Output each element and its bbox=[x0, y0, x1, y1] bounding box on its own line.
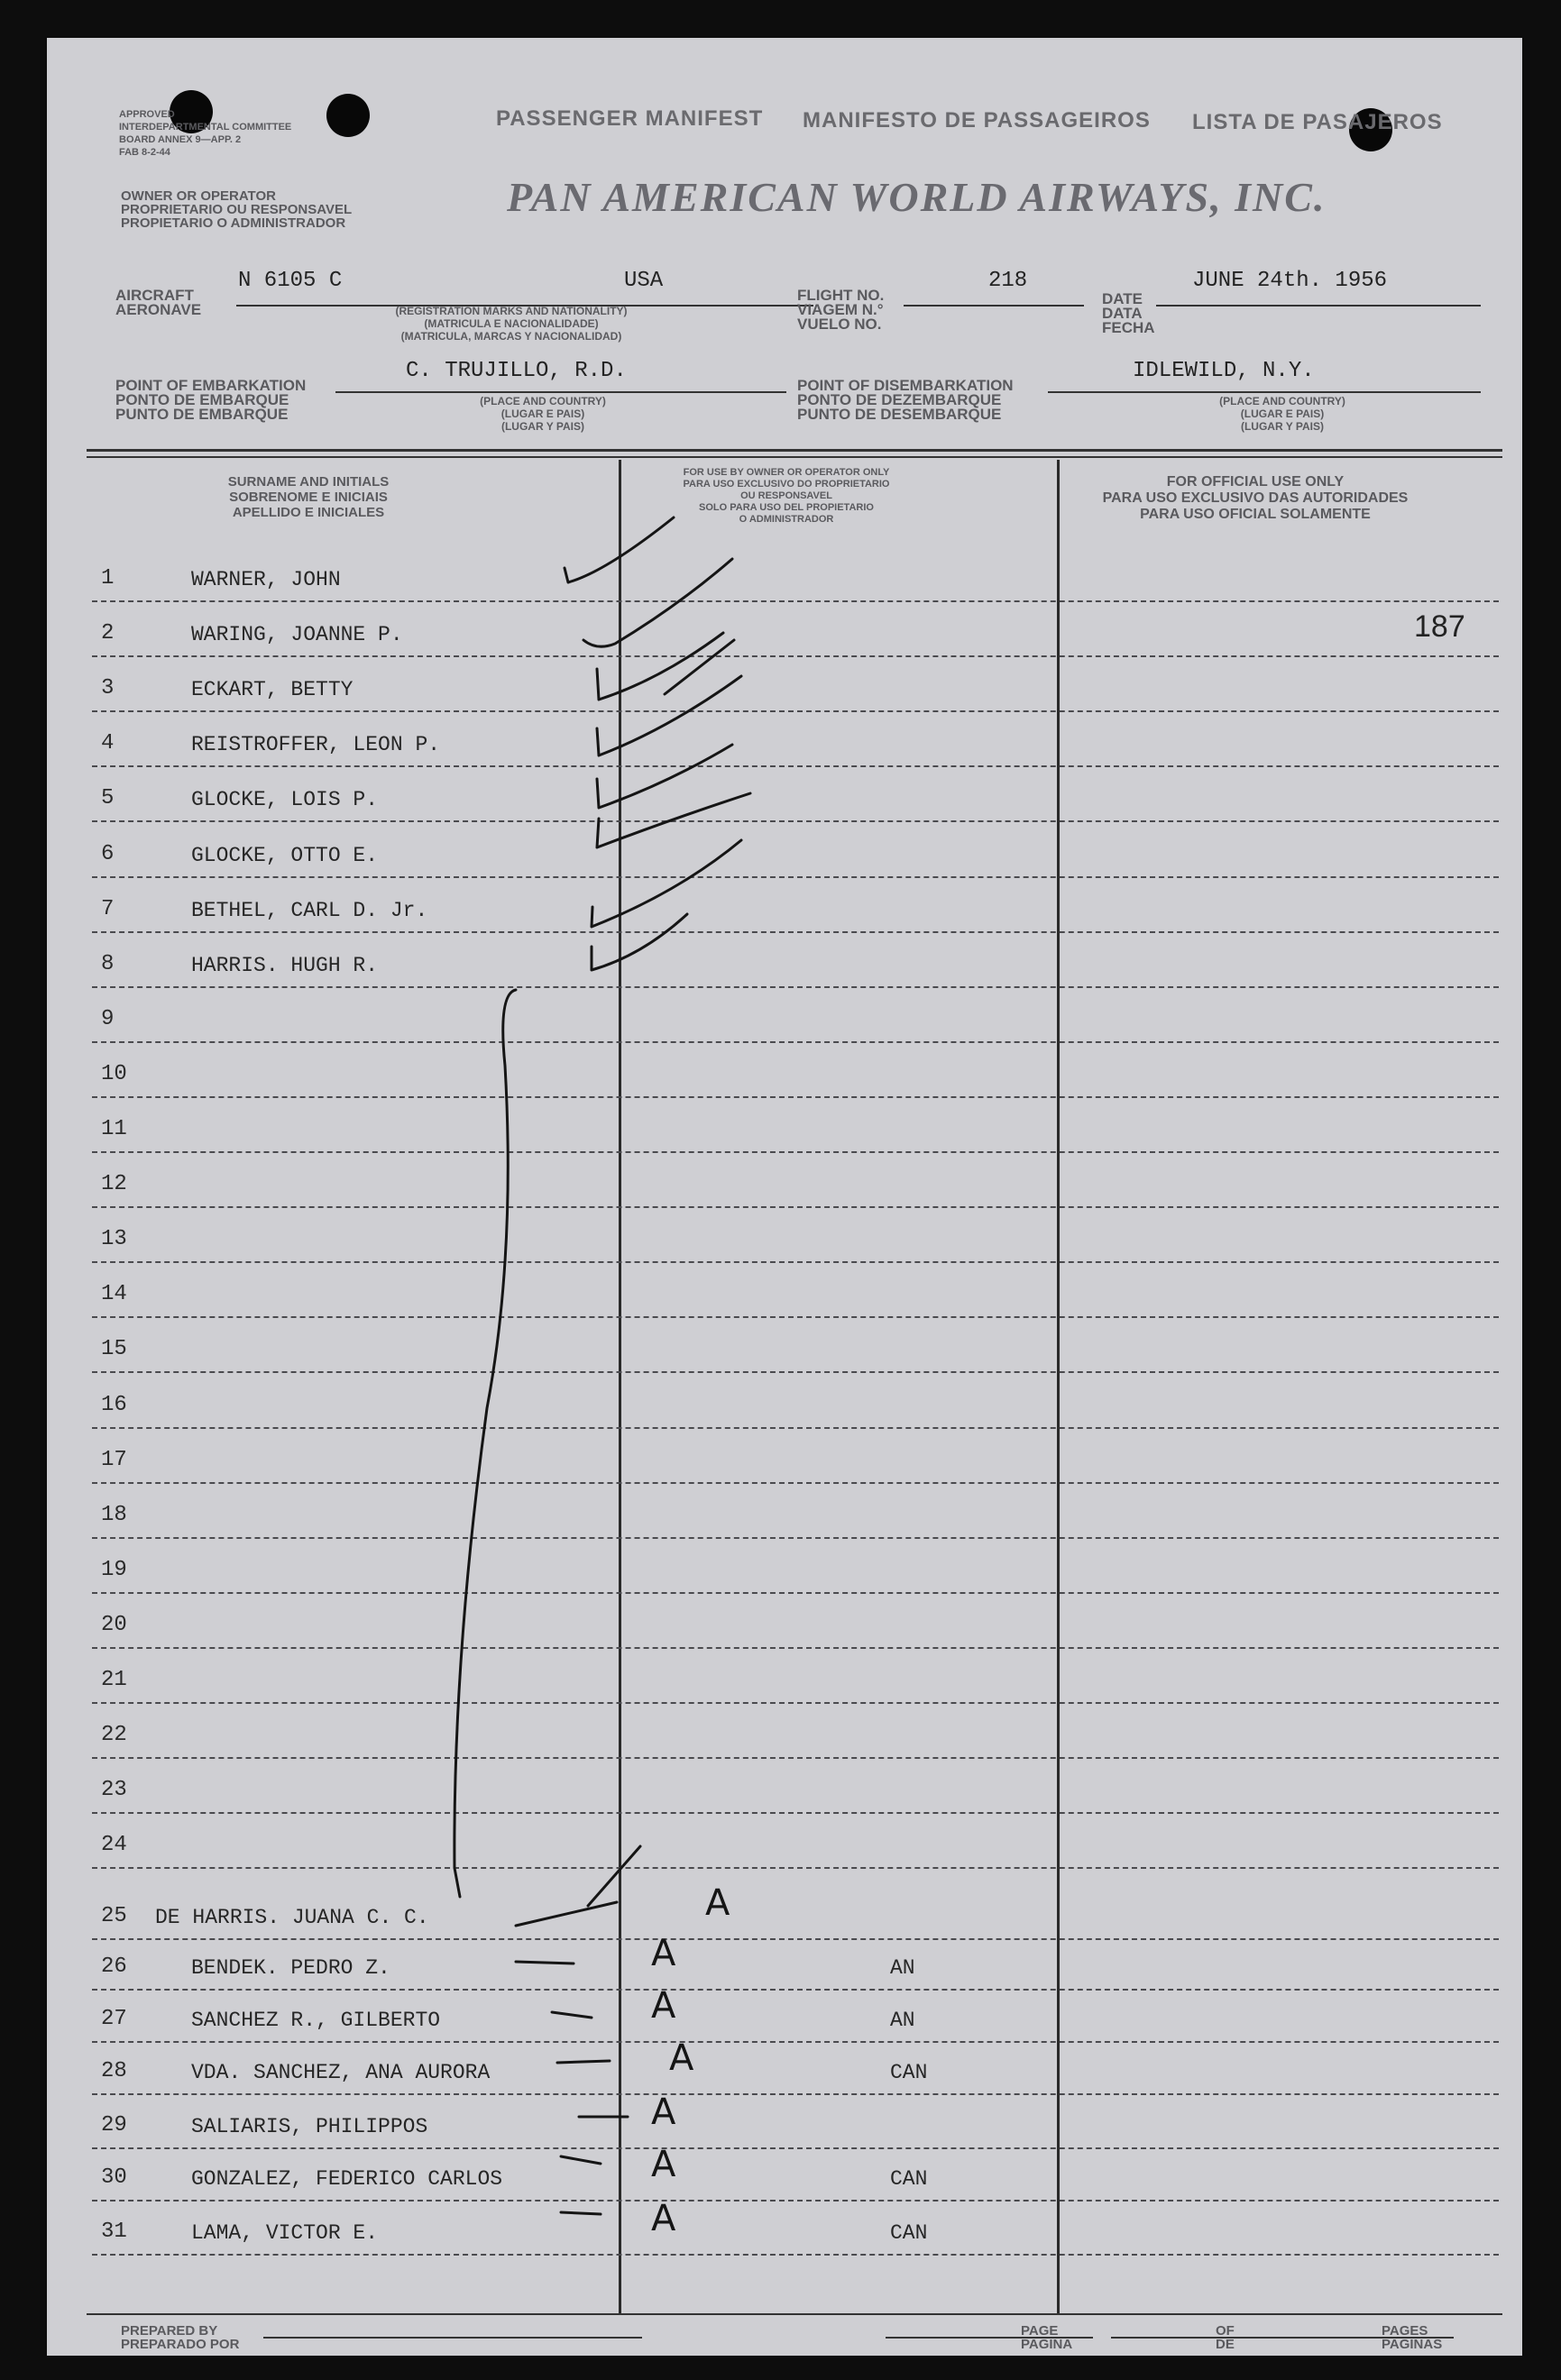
row-number: 1 bbox=[101, 566, 115, 590]
handwritten-a-mark: A bbox=[651, 2092, 676, 2133]
row-number: 24 bbox=[101, 1833, 127, 1858]
row-number: 30 bbox=[101, 2165, 127, 2190]
check-mark bbox=[592, 914, 687, 970]
title-pt: MANIFESTO DE PASSAGEIROS bbox=[803, 108, 1151, 133]
official-note: 187 bbox=[1414, 609, 1465, 644]
date-label: DATA bbox=[1102, 305, 1143, 322]
row-number: 6 bbox=[101, 841, 115, 866]
passenger-name: GLOCKE, OTTO E. bbox=[191, 843, 379, 867]
disembark-label: PUNTO DE DESEMBARQUE bbox=[797, 406, 1002, 423]
col-header-line: OU RESPONSAVEL bbox=[740, 490, 832, 501]
row-number: 2 bbox=[101, 621, 115, 646]
owner-label: PROPRIETARIO OU RESPONSAVEL bbox=[121, 202, 353, 217]
manifest-sheet bbox=[47, 38, 1522, 2356]
dash-mark bbox=[552, 2012, 592, 2018]
footer-pages bbox=[1382, 2324, 1442, 2351]
handwritten-a-mark: A bbox=[651, 1933, 676, 1974]
check-mark bbox=[583, 559, 732, 646]
embark-label: PUNTO DE EMBARQUE bbox=[115, 406, 289, 423]
passenger-name: SANCHEZ R., GILBERTO bbox=[191, 2009, 441, 2032]
passenger-name: REISTROFFER, LEON P. bbox=[191, 733, 441, 757]
footer-label: PREPARADO POR bbox=[121, 2337, 240, 2352]
passenger-nationality: CAN bbox=[890, 2221, 928, 2245]
row-number: 22 bbox=[101, 1723, 127, 1748]
handwritten-a-mark: A bbox=[651, 2144, 676, 2185]
approval-line: FAB 8-2-44 bbox=[119, 147, 170, 158]
row-number: 4 bbox=[101, 731, 115, 756]
embark-point: C. TRUJILLO, R.D. bbox=[406, 359, 627, 383]
disembark-sub-line: (LUGAR Y PAIS) bbox=[1240, 420, 1324, 433]
row-number: 15 bbox=[101, 1337, 127, 1362]
cancel-mark bbox=[516, 1846, 640, 1926]
row-number: 5 bbox=[101, 786, 115, 811]
footer-label: PAGES bbox=[1382, 2323, 1428, 2339]
passenger-nationality: AN bbox=[890, 1956, 915, 1980]
col-header-line: PARA USO EXCLUSIVO DO PROPRIETARIO bbox=[683, 479, 890, 490]
handwritten-a-mark: A bbox=[705, 1882, 730, 1924]
owner-label: OWNER OR OPERATOR bbox=[121, 188, 276, 204]
disembark-sub-line: (LUGAR E PAIS) bbox=[1240, 407, 1325, 420]
dash-mark bbox=[561, 2156, 601, 2164]
disembark-label: PONTO DE DEZEMBARQUE bbox=[797, 391, 1002, 408]
aircraft-label: AERONAVE bbox=[115, 301, 202, 318]
row-number: 9 bbox=[101, 1006, 115, 1031]
approval-line: INTERDEPARTMENTAL COMMITTEE bbox=[119, 122, 292, 133]
check-mark bbox=[597, 745, 732, 808]
row-number: 31 bbox=[101, 2220, 127, 2244]
footer-label: PAGE bbox=[1021, 2323, 1059, 2339]
flight-number: 218 bbox=[988, 269, 1028, 293]
dash-mark bbox=[516, 1962, 574, 1964]
passenger-name: WARNER, JOHN bbox=[191, 568, 341, 591]
flight-label: VUELO NO. bbox=[797, 316, 882, 333]
passenger-name: GLOCKE, LOIS P. bbox=[191, 788, 379, 812]
embark-label: POINT OF EMBARKATION bbox=[115, 377, 307, 394]
col-header-line: O ADMINISTRADOR bbox=[739, 514, 834, 525]
footer-prepared bbox=[121, 2324, 239, 2351]
prepared-line bbox=[263, 2337, 642, 2339]
col-header-line: SOLO PARA USO DEL PROPIETARIO bbox=[699, 502, 874, 513]
row-number: 26 bbox=[101, 1954, 127, 1979]
row-number: 17 bbox=[101, 1447, 127, 1472]
dash-mark bbox=[557, 2061, 610, 2063]
row-number: 25 bbox=[101, 1904, 127, 1928]
passenger-name: SALIARIS, PHILIPPOS bbox=[191, 2115, 428, 2138]
dash-mark bbox=[561, 2212, 601, 2214]
row-number: 12 bbox=[101, 1172, 127, 1197]
footer-label: PAGINAS bbox=[1382, 2337, 1443, 2352]
aircraft-label: AIRCRAFT bbox=[115, 287, 194, 304]
row-number: 7 bbox=[101, 896, 115, 921]
footer-label: DE bbox=[1216, 2337, 1235, 2352]
row-number: 8 bbox=[101, 951, 115, 976]
col-header-line: FOR USE BY OWNER OR OPERATOR ONLY bbox=[683, 467, 890, 478]
passenger-name: BETHEL, CARL D. Jr. bbox=[191, 898, 428, 922]
flight-date: JUNE 24th. 1956 bbox=[1192, 269, 1388, 293]
owner-label: PROPIETARIO O ADMINISTRADOR bbox=[121, 215, 346, 231]
footer-top-border bbox=[87, 2313, 1502, 2315]
col-header-line: PARA USO OFICIAL SOLAMENTE bbox=[1140, 507, 1371, 522]
row-number: 20 bbox=[101, 1612, 127, 1637]
passenger-nationality: AN bbox=[890, 2009, 915, 2032]
col-header-line: PARA USO EXCLUSIVO DAS AUTORIDADES bbox=[1102, 490, 1409, 506]
check-mark bbox=[592, 840, 741, 927]
disembark-point: IDLEWILD, N.Y. bbox=[1133, 359, 1315, 383]
col-header-line: FOR OFFICIAL USE ONLY bbox=[1166, 474, 1345, 490]
aircraft-sub-line: (MATRICULA E NACIONALIDADE) bbox=[424, 317, 599, 330]
col-header-line: APELLIDO E INICIALES bbox=[232, 505, 385, 520]
footer-label: OF bbox=[1216, 2323, 1235, 2339]
flight-label: VIAGEM N.° bbox=[797, 301, 884, 318]
date-label: FECHA bbox=[1102, 319, 1155, 336]
passenger-nationality: CAN bbox=[890, 2061, 928, 2084]
embark-sub-line: (LUGAR Y PAIS) bbox=[500, 420, 584, 433]
bracket-line bbox=[455, 990, 516, 1897]
disembark-label: POINT OF DISEMBARKATION bbox=[797, 377, 1014, 394]
aircraft-nationality: USA bbox=[624, 269, 664, 293]
row-number: 23 bbox=[101, 1778, 127, 1803]
check-marks bbox=[47, 38, 1522, 2356]
aircraft-sub-line: (MATRICULA, MARCAS Y NACIONALIDAD) bbox=[400, 330, 622, 343]
passenger-name: HARRIS. HUGH R. bbox=[191, 953, 379, 977]
aircraft-sub-line: (REGISTRATION MARKS AND NATIONALITY) bbox=[395, 305, 628, 317]
passenger-name: VDA. SANCHEZ, ANA AURORA bbox=[191, 2061, 491, 2084]
passenger-name: LAMA, VICTOR E. bbox=[191, 2221, 379, 2245]
passenger-name: GONZALEZ, FEDERICO CARLOS bbox=[191, 2167, 503, 2191]
row-number: 18 bbox=[101, 1502, 127, 1527]
passenger-name: DE HARRIS. JUANA C. C. bbox=[155, 1906, 429, 1929]
passenger-name: WARING, JOANNE P. bbox=[191, 623, 403, 647]
date-label: DATE bbox=[1102, 290, 1143, 307]
passenger-nationality: CAN bbox=[890, 2167, 928, 2191]
check-mark bbox=[565, 517, 674, 582]
row-number: 29 bbox=[101, 2113, 127, 2137]
title-en: PASSENGER MANIFEST bbox=[496, 106, 764, 131]
page-line bbox=[886, 2337, 1093, 2339]
check-mark bbox=[597, 793, 750, 847]
check-mark bbox=[597, 676, 741, 755]
row-number: 10 bbox=[101, 1061, 127, 1086]
row-number: 3 bbox=[101, 676, 115, 701]
passenger-name: ECKART, BETTY bbox=[191, 678, 354, 702]
embark-sub-line: (LUGAR E PAIS) bbox=[500, 407, 585, 420]
handwritten-a-mark: A bbox=[651, 2198, 676, 2239]
embark-sub-line: (PLACE AND COUNTRY) bbox=[480, 395, 606, 407]
row-number: 14 bbox=[101, 1282, 127, 1307]
row-number: 16 bbox=[101, 1392, 127, 1417]
approval-line: BOARD ANNEX 9—APP. 2 bbox=[119, 134, 242, 145]
row-number: 11 bbox=[101, 1117, 127, 1141]
row-number: 27 bbox=[101, 2007, 127, 2031]
passenger-name: BENDEK. PEDRO Z. bbox=[191, 1956, 390, 1980]
title-es: LISTA DE PASAJEROS bbox=[1192, 110, 1443, 134]
col-header-line: SOBRENOME E INICIAIS bbox=[229, 490, 388, 505]
row-number: 28 bbox=[101, 2059, 127, 2083]
embark-label: PONTO DE EMBARQUE bbox=[115, 391, 289, 408]
row-number: 21 bbox=[101, 1668, 127, 1692]
col-header-line: SURNAME AND INITIALS bbox=[227, 474, 390, 490]
row-number: 13 bbox=[101, 1227, 127, 1252]
handwritten-a-mark: A bbox=[669, 2037, 694, 2079]
approval-line: APPROVED bbox=[119, 109, 175, 120]
handwritten-a-mark: A bbox=[651, 1985, 676, 2027]
footer-label: PAGINA bbox=[1021, 2337, 1073, 2352]
aircraft-registration: N 6105 C bbox=[238, 269, 343, 293]
row-number: 19 bbox=[101, 1557, 127, 1582]
flight-label: FLIGHT NO. bbox=[797, 287, 885, 304]
footer-label: PREPARED BY bbox=[121, 2323, 218, 2339]
company-name: PAN AMERICAN WORLD AIRWAYS, INC. bbox=[507, 174, 1327, 220]
disembark-sub-line: (PLACE AND COUNTRY) bbox=[1219, 395, 1345, 407]
